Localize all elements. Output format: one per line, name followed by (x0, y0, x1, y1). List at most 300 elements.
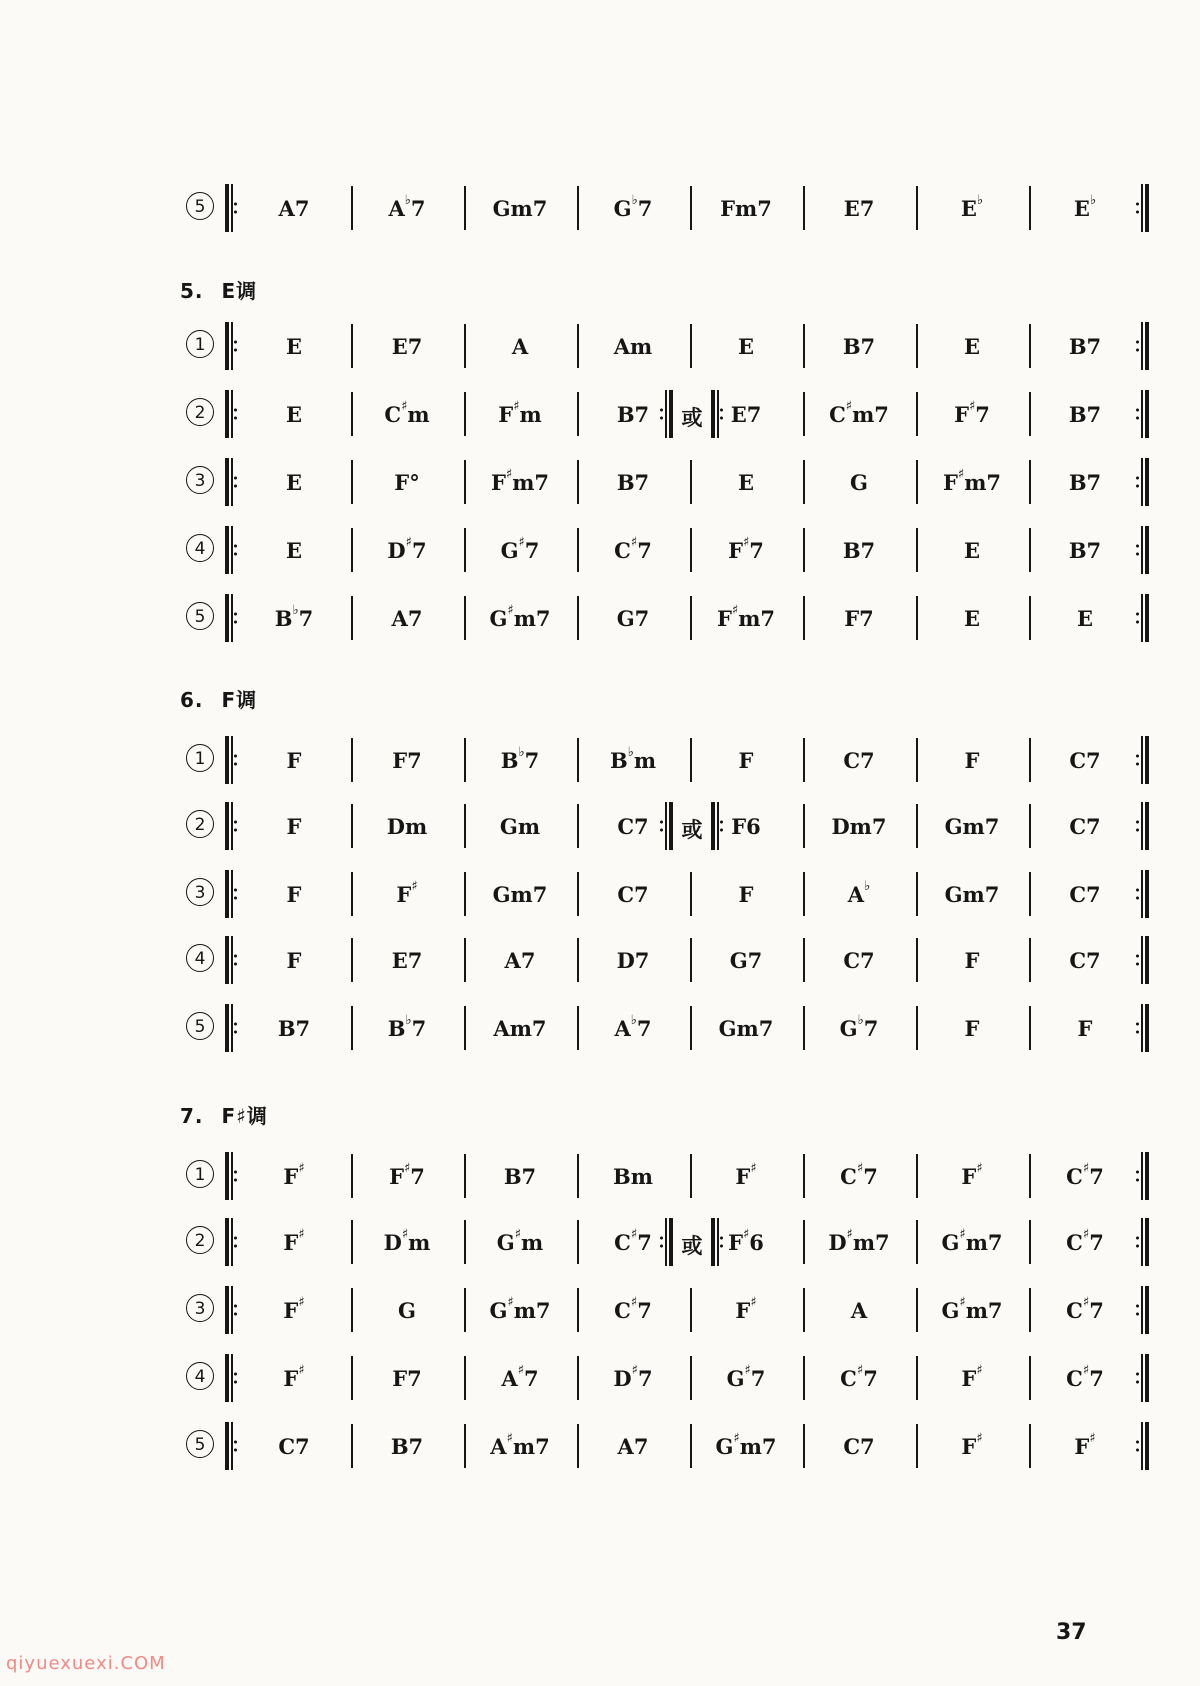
barline (351, 460, 353, 504)
repeat-start-sign (224, 736, 238, 784)
repeat-end-sign (1136, 1354, 1150, 1402)
progression-row (186, 1286, 1136, 1342)
progression-number: 5 (186, 602, 214, 630)
chord-symbol: A7 (278, 196, 310, 221)
chord-symbol: A (850, 1298, 868, 1323)
barline (916, 1424, 918, 1468)
chord-symbol: F♯6 (728, 1227, 764, 1255)
barline (577, 1288, 579, 1332)
chord-symbol: D7 (616, 948, 650, 973)
barline (577, 324, 579, 368)
barline (1029, 596, 1031, 640)
barline (351, 528, 353, 572)
repeat-end-sign (1136, 1422, 1150, 1470)
chord-symbol: F♯ (283, 1161, 305, 1189)
chord-symbol: C♯7 (840, 1363, 878, 1391)
watermark: qiyuexuexi.COM (6, 1653, 166, 1674)
barline (1029, 738, 1031, 782)
barline (1029, 324, 1031, 368)
barline (1029, 1220, 1031, 1264)
chord-symbol: F♯7 (728, 535, 764, 563)
chord-symbol: B7 (1068, 538, 1102, 563)
chord-symbol: B♭7 (274, 603, 314, 631)
chord-symbol: A♭7 (614, 1013, 652, 1041)
repeat-start-sign (224, 802, 238, 850)
chord-symbol: E7 (391, 948, 423, 973)
barline (577, 1356, 579, 1400)
repeat-end-sign (1136, 526, 1150, 574)
barline (803, 460, 805, 504)
barline (916, 324, 918, 368)
chord-symbol: B7 (616, 402, 650, 427)
repeat-start-sign (224, 1218, 238, 1266)
progression-number: 2 (186, 1226, 214, 1254)
chord-symbol: Am (613, 334, 653, 359)
progression-row (186, 458, 1136, 514)
barline (803, 1356, 805, 1400)
barline (464, 1220, 466, 1264)
chord-symbol: E7 (843, 196, 875, 221)
barline (803, 1424, 805, 1468)
section-key-name: F♯调 (221, 1104, 268, 1128)
chord-symbol: C7 (1069, 748, 1101, 773)
chord-symbol: F♯ (961, 1431, 983, 1459)
chord-symbol: E (737, 470, 754, 495)
repeat-end-sign (1136, 184, 1150, 232)
barline (1029, 460, 1031, 504)
barline (803, 738, 805, 782)
chord-symbol: Fm7 (720, 196, 772, 221)
barline (916, 1356, 918, 1400)
barline (464, 1006, 466, 1050)
progression-number: 2 (186, 398, 214, 426)
chord-symbol: D♯7 (613, 1363, 653, 1391)
progression-number: 2 (186, 810, 214, 838)
barline (464, 392, 466, 436)
barline (1029, 804, 1031, 848)
repeat-end-sign (1136, 1004, 1150, 1052)
progression-number: 5 (186, 1012, 214, 1040)
barline (577, 528, 579, 572)
chord-symbol: C♯7 (614, 1295, 652, 1323)
progression-number: 1 (186, 330, 214, 358)
chord-symbol: C♯7 (614, 1227, 652, 1255)
chord-symbol: Gm7 (492, 196, 548, 221)
chord-symbol: F (286, 814, 302, 839)
chord-symbol: G♭7 (839, 1013, 879, 1041)
chord-symbol: C♯7 (614, 535, 652, 563)
chord-symbol: G♯7 (726, 1363, 766, 1391)
barline (577, 186, 579, 230)
progression-row (186, 736, 1136, 792)
repeat-end-sign (1136, 1218, 1150, 1266)
barline (916, 804, 918, 848)
barline (464, 1288, 466, 1332)
barline (464, 1356, 466, 1400)
section-title (180, 684, 257, 713)
barline (916, 1220, 918, 1264)
chord-symbol: B7 (616, 470, 650, 495)
barline (803, 1220, 805, 1264)
chord-symbol: E (285, 402, 302, 427)
progression-row (186, 802, 1136, 858)
progression-number: 4 (186, 534, 214, 562)
chord-symbol: A♭ (847, 879, 871, 907)
repeat-start-sign (224, 458, 238, 506)
repeat-end-sign (1136, 802, 1150, 850)
chord-symbol: C7 (1069, 882, 1101, 907)
barline (351, 1424, 353, 1468)
repeat-start-sign (224, 594, 238, 642)
barline (690, 1006, 692, 1050)
barline (690, 460, 692, 504)
chord-symbol: G7 (616, 606, 650, 631)
chord-symbol: A7 (617, 1434, 649, 1459)
chord-symbol: A♭7 (388, 193, 426, 221)
chord-symbol: C7 (843, 948, 875, 973)
chord-symbol: F♯m7 (716, 603, 776, 631)
repeat-end-sign (1136, 458, 1150, 506)
chord-symbol: F7 (844, 606, 874, 631)
chord-symbol: F (738, 882, 754, 907)
chord-symbol: A (511, 334, 529, 359)
barline (916, 1154, 918, 1198)
barline (803, 938, 805, 982)
chord-symbol: F7 (392, 748, 422, 773)
barline (464, 186, 466, 230)
chord-symbol: G♭7 (613, 193, 653, 221)
chord-symbol: F♯ (735, 1161, 757, 1189)
chord-symbol: B7 (842, 538, 876, 563)
repeat-end-sign (1136, 390, 1150, 438)
barline (803, 324, 805, 368)
chord-symbol: C♯7 (1066, 1161, 1104, 1189)
chord-symbol: E♭ (1073, 193, 1097, 221)
chord-symbol: C7 (278, 1434, 310, 1459)
section-number: 7. (180, 1104, 204, 1128)
barline (351, 872, 353, 916)
barline (1029, 1424, 1031, 1468)
chord-symbol: A♯m7 (490, 1431, 550, 1459)
chord-symbol: E (737, 334, 754, 359)
repeat-end-sign (1136, 870, 1150, 918)
barline (1029, 1154, 1031, 1198)
barline (577, 872, 579, 916)
repeat-start-sign (224, 1004, 238, 1052)
repeat-start-sign (224, 1354, 238, 1402)
chord-symbol: D♯7 (387, 535, 427, 563)
barline (1029, 872, 1031, 916)
repeat-end-sign (660, 390, 674, 438)
barline (577, 460, 579, 504)
progression-row (186, 1422, 1136, 1478)
barline (351, 392, 353, 436)
barline (916, 186, 918, 230)
barline (1029, 528, 1031, 572)
barline (803, 596, 805, 640)
chord-symbol: B7 (503, 1164, 537, 1189)
repeat-start-sign (224, 322, 238, 370)
repeat-end-sign (660, 802, 674, 850)
progression-row (186, 1354, 1136, 1410)
chord-symbol: B♭7 (387, 1013, 427, 1041)
barline (1029, 1006, 1031, 1050)
chord-symbol: C7 (843, 748, 875, 773)
chord-symbol: Dm7 (831, 814, 887, 839)
barline (916, 1006, 918, 1050)
barline (690, 528, 692, 572)
chord-symbol: C♯7 (1066, 1295, 1104, 1323)
barline (351, 186, 353, 230)
chord-symbol: A♯7 (501, 1363, 539, 1391)
barline (351, 1006, 353, 1050)
chord-symbol: G7 (729, 948, 763, 973)
chord-symbol: C♯7 (1066, 1363, 1104, 1391)
barline (577, 392, 579, 436)
repeat-end-sign (1136, 594, 1150, 642)
chord-symbol: F (286, 948, 302, 973)
barline (577, 1220, 579, 1264)
barline (577, 738, 579, 782)
barline (803, 872, 805, 916)
repeat-start-sign (224, 1152, 238, 1200)
chord-symbol: Gm7 (944, 814, 1000, 839)
barline (690, 324, 692, 368)
chord-symbol: G♯m7 (715, 1431, 777, 1459)
barline (916, 596, 918, 640)
barline (351, 804, 353, 848)
barline (803, 392, 805, 436)
chord-symbol: F (964, 748, 980, 773)
chord-symbol: G♯m (496, 1227, 544, 1255)
barline (464, 324, 466, 368)
barline (577, 1006, 579, 1050)
chord-symbol: F7 (392, 1366, 422, 1391)
chord-symbol: F♯m7 (490, 467, 550, 495)
progression-row (186, 870, 1136, 926)
progression-row (186, 594, 1136, 650)
barline (464, 528, 466, 572)
chord-symbol: E♭ (960, 193, 984, 221)
chord-symbol: F♯ (1074, 1431, 1096, 1459)
repeat-end-sign (1136, 1286, 1150, 1334)
chord-symbol: F♯ (283, 1363, 305, 1391)
chord-symbol: F (1077, 1016, 1093, 1041)
barline (464, 872, 466, 916)
progression-row (186, 322, 1136, 378)
barline (916, 528, 918, 572)
barline (803, 1006, 805, 1050)
progression-number: 3 (186, 466, 214, 494)
section-key-name: E调 (221, 279, 258, 303)
barline (916, 1288, 918, 1332)
chord-symbol: E (285, 470, 302, 495)
chord-symbol: F♯ (735, 1295, 757, 1323)
repeat-start-sign (224, 1286, 238, 1334)
barline (351, 596, 353, 640)
barline (1029, 1288, 1031, 1332)
barline (803, 186, 805, 230)
chord-symbol: F (964, 1016, 980, 1041)
chord-symbol: B7 (842, 334, 876, 359)
repeat-start-sign (224, 1422, 238, 1470)
chord-symbol: A7 (391, 606, 423, 631)
repeat-start-sign (224, 390, 238, 438)
chord-symbol: C♯m (384, 399, 430, 427)
barline (464, 738, 466, 782)
chord-symbol: E (963, 606, 980, 631)
barline (577, 1424, 579, 1468)
or-label: 或 (681, 406, 703, 430)
repeat-end-sign (1136, 1152, 1150, 1200)
repeat-end-sign (1136, 936, 1150, 984)
barline (1029, 392, 1031, 436)
chord-symbol: Am7 (493, 1016, 547, 1041)
chord-symbol: E (285, 334, 302, 359)
progression-row (186, 1218, 1136, 1274)
barline (916, 872, 918, 916)
chord-symbol: F♯7 (954, 399, 990, 427)
barline (351, 738, 353, 782)
progression-row (186, 1004, 1136, 1060)
barline (1029, 186, 1031, 230)
chord-symbol: D♯m (383, 1227, 431, 1255)
chord-symbol: C♯7 (840, 1161, 878, 1189)
chord-symbol: Dm (386, 814, 428, 839)
progression-number: 1 (186, 1160, 214, 1188)
barline (690, 1154, 692, 1198)
barline (803, 528, 805, 572)
barline (464, 1154, 466, 1198)
chord-symbol: F♯m (498, 399, 542, 427)
repeat-start-sign (224, 184, 238, 232)
barline (351, 1288, 353, 1332)
chord-symbol: Gm7 (492, 882, 548, 907)
barline (690, 938, 692, 982)
progression-row (186, 526, 1136, 582)
section-number: 6. (180, 688, 204, 712)
barline (803, 804, 805, 848)
chord-symbol: E (963, 538, 980, 563)
barline (690, 1424, 692, 1468)
barline (464, 596, 466, 640)
chord-symbol: F♯m7 (942, 467, 1002, 495)
chord-symbol: C7 (1069, 814, 1101, 839)
barline (916, 738, 918, 782)
chord-symbol: G (850, 470, 868, 495)
barline (351, 1356, 353, 1400)
chord-symbol: Gm7 (718, 1016, 774, 1041)
chord-symbol: F (286, 748, 302, 773)
progression-number: 1 (186, 744, 214, 772)
chord-symbol: F° (394, 470, 420, 495)
barline (464, 938, 466, 982)
repeat-end-sign (1136, 736, 1150, 784)
progression-row (186, 184, 1136, 240)
chord-symbol: G♯m7 (941, 1227, 1003, 1255)
barline (916, 392, 918, 436)
chord-symbol: E (285, 538, 302, 563)
progression-number: 5 (186, 192, 214, 220)
barline (803, 1288, 805, 1332)
chord-symbol: B7 (1068, 402, 1102, 427)
progression-row (186, 390, 1136, 446)
chord-symbol: B7 (390, 1434, 424, 1459)
barline (351, 1154, 353, 1198)
chord-symbol: D♯m7 (828, 1227, 890, 1255)
progression-number: 3 (186, 878, 214, 906)
barline (803, 1154, 805, 1198)
or-label: 或 (681, 818, 703, 842)
chord-symbol: Gm (499, 814, 541, 839)
barline (351, 324, 353, 368)
barline (916, 938, 918, 982)
barline (1029, 938, 1031, 982)
chord-symbol: F♯ (396, 879, 418, 907)
chord-symbol: G♯m7 (941, 1295, 1003, 1323)
chord-symbol: F♯ (961, 1363, 983, 1391)
barline (577, 804, 579, 848)
section-key-name: F调 (221, 688, 258, 712)
repeat-end-sign (660, 1218, 674, 1266)
section-title (180, 1100, 268, 1129)
repeat-end-sign (1136, 322, 1150, 370)
progression-number: 3 (186, 1294, 214, 1322)
chord-symbol: C♯7 (1066, 1227, 1104, 1255)
barline (690, 1288, 692, 1332)
chord-symbol: E (1076, 606, 1093, 631)
chord-symbol: B♭7 (500, 745, 540, 773)
chord-symbol: E7 (391, 334, 423, 359)
chord-symbol: B♭m (609, 745, 657, 773)
progression-number: 4 (186, 1362, 214, 1390)
chord-symbol: G (398, 1298, 416, 1323)
progression-row (186, 936, 1136, 992)
barline (577, 1154, 579, 1198)
progression-row (186, 1152, 1136, 1208)
repeat-start-sign (224, 870, 238, 918)
barline (464, 460, 466, 504)
barline (351, 1220, 353, 1264)
chord-symbol: C7 (617, 814, 649, 839)
repeat-start-sign (224, 526, 238, 574)
chord-symbol: C7 (617, 882, 649, 907)
repeat-start-sign (224, 936, 238, 984)
barline (351, 938, 353, 982)
chord-symbol: F6 (731, 814, 761, 839)
chord-symbol: B7 (1068, 334, 1102, 359)
barline (464, 804, 466, 848)
chord-symbol: F (738, 748, 754, 773)
barline (690, 1356, 692, 1400)
section-title (180, 275, 257, 304)
chord-symbol: G♯m7 (489, 1295, 551, 1323)
chord-symbol: F (286, 882, 302, 907)
progression-number: 5 (186, 1430, 214, 1458)
chord-symbol: F♯7 (389, 1161, 425, 1189)
chord-symbol: Bm (613, 1164, 653, 1189)
barline (1029, 1356, 1031, 1400)
chord-symbol: E7 (730, 402, 762, 427)
barline (690, 872, 692, 916)
chord-symbol: Gm7 (944, 882, 1000, 907)
chord-symbol: A7 (504, 948, 536, 973)
barline (690, 596, 692, 640)
barline (464, 1424, 466, 1468)
chord-symbol: C7 (1069, 948, 1101, 973)
chord-symbol: F♯ (283, 1295, 305, 1323)
or-label: 或 (681, 1234, 703, 1258)
